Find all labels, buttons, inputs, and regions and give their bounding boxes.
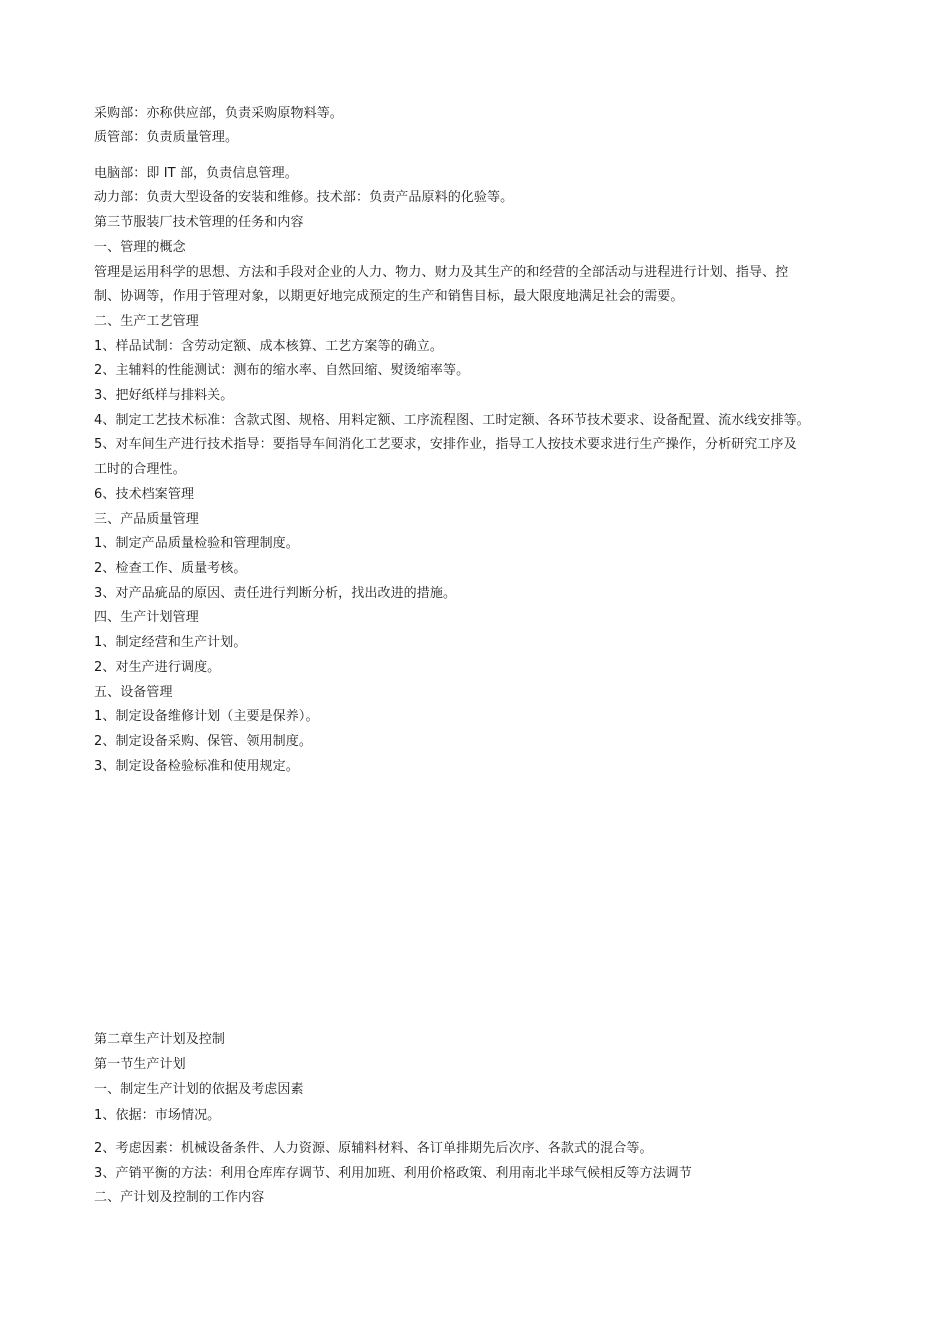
list-item: 3、制定设备检验标准和使用规定。 bbox=[94, 759, 299, 774]
paragraph-line: 制、协调等，作用于管理对象，以期更好地完成预定的生产和销售目标，最大限度地满足社会的需要。 bbox=[94, 289, 684, 304]
subsection-heading: 一、制定生产计划的依据及考虑因素 bbox=[94, 1082, 304, 1097]
subsection-heading: 二、产计划及控制的工作内容 bbox=[94, 1190, 265, 1205]
subsection-heading: 二、生产工艺管理 bbox=[94, 314, 199, 329]
section-heading: 第一节生产计划 bbox=[94, 1057, 186, 1072]
section-heading: 第三节服装厂技术管理的任务和内容 bbox=[94, 215, 304, 230]
paragraph-line: 管理是运用科学的思想、方法和手段对企业的人力、物力、财力及其生产的和经营的全部活动与进程进行计划、指导、控 bbox=[94, 265, 789, 280]
list-item: 5、对车间生产进行技术指导：要指导车间消化工艺要求，安排作业，指导工人按技术要求进行生产操作，分析研究工序及 bbox=[94, 437, 797, 452]
list-item: 2、主辅料的性能测试：测布的缩水率、自然回缩、熨烫缩率等。 bbox=[94, 363, 470, 378]
list-item-continuation: 工时的合理性。 bbox=[94, 462, 186, 477]
list-item: 3、把好纸样与排料关。 bbox=[94, 388, 234, 403]
text-line: 动力部：负责大型设备的安装和维修。技术部：负责产品原料的化验等。 bbox=[94, 190, 514, 205]
list-item: 1、制定产品质量检验和管理制度。 bbox=[94, 536, 299, 551]
list-item: 1、制定经营和生产计划。 bbox=[94, 635, 247, 650]
subsection-heading: 五、设备管理 bbox=[94, 685, 173, 700]
subsection-heading: 四、生产计划管理 bbox=[94, 610, 199, 625]
list-item: 4、制定工艺技术标准：含款式图、规格、用料定额、工序流程图、工时定额、各环节技术要求、设备配置、流水线安排等。 bbox=[94, 413, 810, 428]
list-item: 2、检查工作、质量考核。 bbox=[94, 561, 247, 576]
list-item: 1、制定设备维修计划（主要是保养）。 bbox=[94, 709, 319, 724]
text-line: 质管部：负责质量管理。 bbox=[94, 130, 239, 145]
list-item: 3、产销平衡的方法：利用仓库库存调节、利用加班、利用价格政策、利用南北半球气候相反等方法调节 bbox=[94, 1166, 692, 1181]
subsection-heading: 一、管理的概念 bbox=[94, 240, 186, 255]
list-item: 1、依据：市场情况。 bbox=[94, 1108, 221, 1123]
chapter-heading: 第二章生产计划及控制 bbox=[94, 1032, 226, 1047]
list-item: 2、制定设备采购、保管、领用制度。 bbox=[94, 734, 312, 749]
list-item: 1、样品试制：含劳动定额、成本核算、工艺方案等的确立。 bbox=[94, 339, 443, 354]
list-item: 6、技术档案管理 bbox=[94, 487, 195, 502]
list-item: 2、对生产进行调度。 bbox=[94, 660, 221, 675]
list-item: 3、对产品疵品的原因、责任进行判断分析，找出改进的措施。 bbox=[94, 586, 457, 601]
subsection-heading: 三、产品质量管理 bbox=[94, 512, 199, 527]
text-line: 电脑部：即 IT 部，负责信息管理。 bbox=[94, 166, 298, 181]
list-item: 2、考虑因素：机械设备条件、人力资源、原辅料材料、各订单排期先后次序、各款式的混合等。 bbox=[94, 1141, 653, 1156]
text-line: 采购部：亦称供应部，负责采购原物料等。 bbox=[94, 106, 343, 121]
